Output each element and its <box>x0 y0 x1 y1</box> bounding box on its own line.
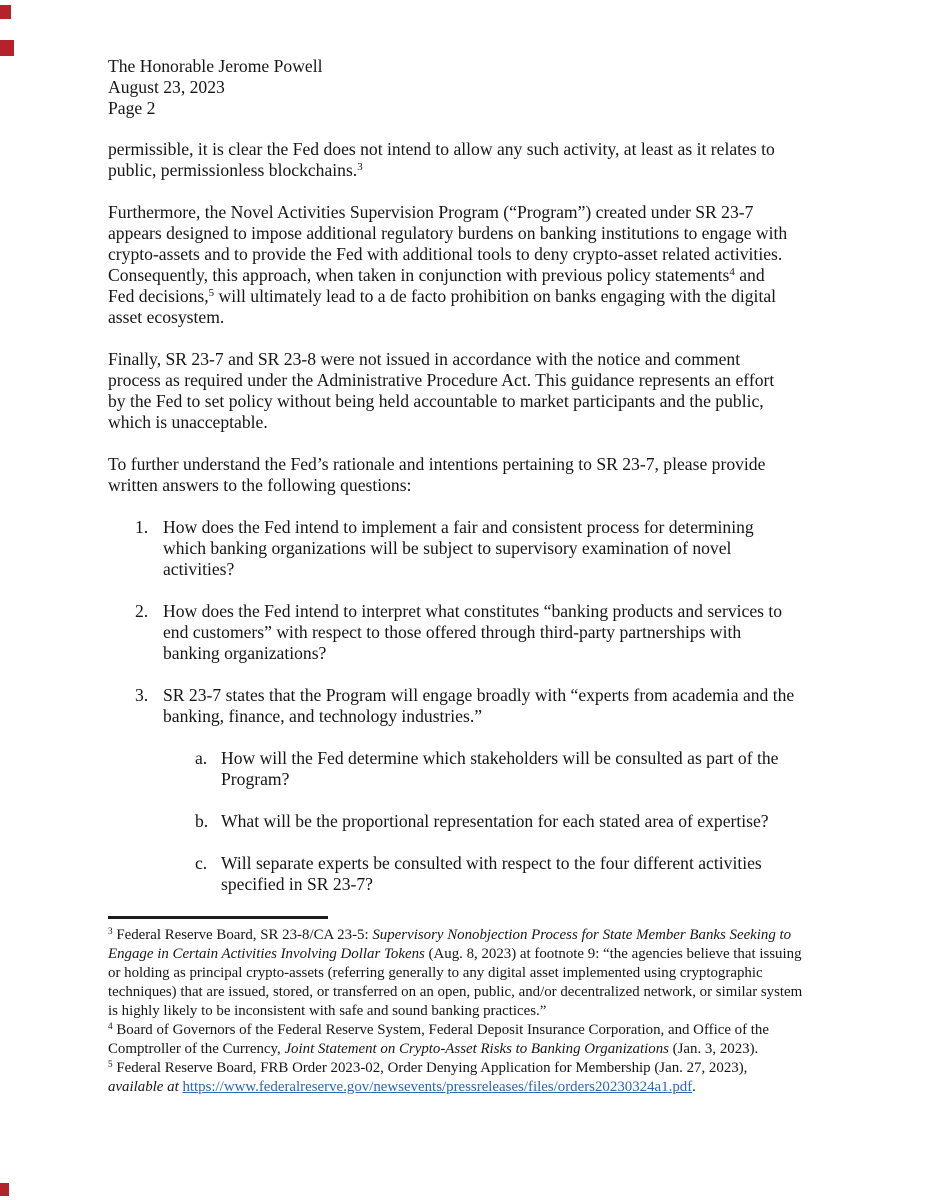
list-item-text: How does the Fed intend to interpret what constitutes “banking products and services to end customers” with respect to those offered through third-party partnerships with banking organizations? <box>163 601 783 663</box>
list-marker: 1. <box>135 517 149 537</box>
list-item-text: SR 23-7 states that the Program will engage broadly with “experts from academia and the banking, finance, and technology industries.” <box>163 685 795 726</box>
footnote-3: $^3$ Federal Reserve Board, SR 23-8/CA 23-5: Supervisory Nonobjection Process for State Member Banks Seeking to Engage in Certain Activities Involving Dollar Tokens (Aug. 8, 2023) at footnote 9: “the agencies believe that issuing or holding as principal crypto-assets (referring generally to any digital asset implemented using cryptographic techniques) that are issued, stored, or transferred on an open, public, and/or decentralized network, or similar system is highly likely to be inconsistent with safe and sound banking practices.” <box>108 925 803 1019</box>
question-item-3a <box>108 748 908 790</box>
question-item-1 <box>108 517 908 580</box>
question-item-2 <box>108 601 908 664</box>
question-item-3b <box>108 811 908 832</box>
scan-artifact <box>0 5 11 19</box>
question-item-3 <box>108 685 908 727</box>
list-marker: 3. <box>135 685 149 705</box>
list-marker: c. <box>195 853 208 873</box>
body-paragraph-1: permissible, it is clear the Fed does not intend to allow any such activity, at least as it relates to public, permissionless blockchains.$^3$ <box>108 139 775 180</box>
list-marker: b. <box>195 811 209 831</box>
footnote-divider <box>108 916 328 919</box>
footnote-5: $^5$ Federal Reserve Board, FRB Order 2023-02, Order Denying Application for Membership (Jan. 27, 2023), available at https://www.federalreserve.gov/newsevents/pressreleases/files/orders20230324a1.pdf. <box>108 1058 748 1095</box>
body-paragraph-2: Furthermore, the Novel Activities Supervision Program (“Program”) created under SR 23-7 appears designed to impose additional regulatory burdens on banking institutions to engage with crypto-assets and to provide the Fed with additional tools to deny crypto-asset related activities. Consequently, this approach, when taken in conjunction with previous policy statements$^4$ and Fed decisions,$^5$ will ultimately lead to a de facto prohibition on banks engaging with the digital asset ecosystem. <box>108 202 788 327</box>
footnotes-section <box>108 916 908 1097</box>
page-number-line: Page 2 <box>108 98 156 118</box>
list-item-text: Will separate experts be consulted with respect to the four different activities specified in SR 23-7? <box>221 853 762 894</box>
body-paragraph-3: Finally, SR 23-7 and SR 23-8 were not issued in accordance with the notice and comment process as required under the Administrative Procedure Act. This guidance represents an effort by the Fed to set policy without being held accountable to market participants and the public, which is unacceptable. <box>108 349 775 432</box>
letter-header <box>108 56 908 119</box>
footnote-4: $^4$ Board of Governors of the Federal Reserve System, Federal Deposit Insurance Corporation, and Office of the Comptroller of the Currency, Joint Statement on Crypto-Asset Risks to Banking Organizations (Jan. 3, 2023). <box>108 1020 769 1057</box>
scan-artifact <box>0 40 14 56</box>
letter-content <box>108 56 908 1097</box>
list-item-text: How does the Fed intend to implement a fair and consistent process for determining which banking organizations will be subject to supervisory examination of novel activities? <box>163 517 754 579</box>
scan-artifact <box>0 1183 9 1196</box>
list-item-text: How will the Fed determine which stakeholders will be consulted as part of the Program? <box>221 748 779 789</box>
list-marker: a. <box>195 748 208 768</box>
list-item-text: What will be the proportional representation for each stated area of expertise? <box>221 811 769 831</box>
body-paragraph-4: To further understand the Fed’s rationale and intentions pertaining to SR 23-7, please provide written answers to the following questions: <box>108 454 766 495</box>
question-item-3c <box>108 853 908 895</box>
date-line: August 23, 2023 <box>108 77 225 97</box>
footnote-url-link[interactable]: https://www.federalreserve.gov/newsevents/pressreleases/files/orders20230324a1.pdf <box>182 1079 693 1095</box>
recipient-line: The Honorable Jerome Powell <box>108 56 323 76</box>
list-marker: 2. <box>135 601 149 621</box>
